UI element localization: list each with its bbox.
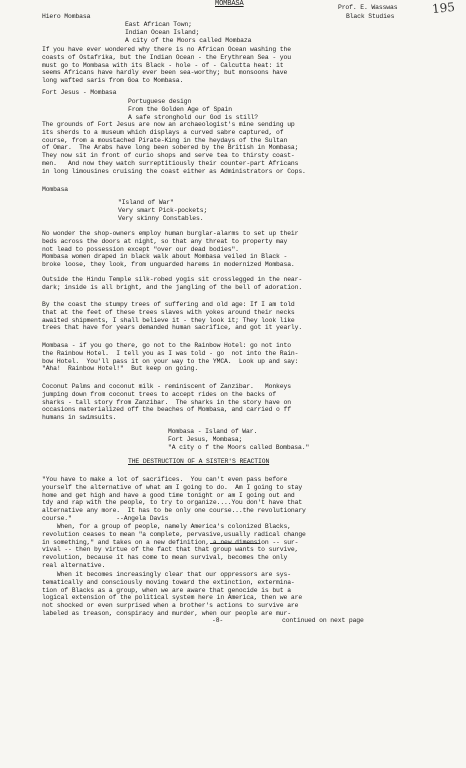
mombasa-poem-line: "Island of War" — [118, 199, 174, 206]
paragraph-line: course, from a moustached Pirate-King in the heydays of the Sultan — [42, 136, 288, 144]
paragraph-line: Mombasa - if you go there, go not to the Rainbow Hotel: go not into — [42, 342, 291, 349]
document-title: MOMBASA — [215, 0, 244, 8]
paragraph-line: beds across the doors at night, so that any threat to property may — [42, 237, 288, 245]
paragraph-line: vival -- then by virtue of the fact that that group wants to survive, — [42, 546, 299, 554]
paragraph-line: Coconut Palms and coconut milk - reminiscent of Zanzibar. Monkeys — [42, 383, 291, 390]
location-line: Hiero Mombasa — [42, 13, 91, 20]
paragraph-line: bow Hotel. You'll pass it on your way to the YMCA. Look up and say: — [42, 357, 299, 365]
intro-poem-line: A city of the Moors called Mombaza — [125, 36, 252, 44]
paragraph-line: They now sit in front of curio shops and serve tea to thirsty coast- — [42, 152, 295, 160]
quote-paragraph-line: yourself the alternative of what am I going to do. Am I going to stay — [42, 483, 303, 491]
paragraph-line: in something," and takes on a new definition, a new dimension -- sur- — [42, 538, 299, 546]
page-number-mark: -8- — [212, 617, 224, 624]
paragraph-line: humans in swimsuits. — [42, 414, 117, 422]
intro-poem-line: East African Town; — [125, 21, 192, 28]
paragraph-line: jumping down from coconut trees to accept rides on the backs of — [42, 390, 277, 398]
paragraph-line: logical extension of the political system here in America, then we are — [42, 594, 303, 602]
quote-paragraph-line: alternative any more. It has to be only one course...the revolutionary — [42, 507, 306, 515]
section-divider — [210, 543, 260, 544]
paragraph-line: the Rainbow Hotel. I tell you as I was told - go not into the Rain- — [42, 349, 299, 357]
paragraph-line: seems Africans have hardly ever been sea-worthy; but monsoons have — [42, 69, 288, 77]
paragraph-line: awaited shipments, I shall believe it - they look it; They look like — [42, 316, 295, 324]
paragraph-line: tematically and consciously moving toward the extinction, extermina- — [42, 578, 295, 586]
paragraph-line: in long limousines cruising the coast either as Administrators or Cops. — [42, 167, 306, 175]
paragraph-line: labeled as treason, conspiracy and murder, when our people are mur- — [42, 610, 291, 617]
quote-paragraph-line: "You have to make a lot of sacrifices. You can't even pass before — [42, 476, 288, 483]
quote-paragraph-line: course." --Angela Davis — [42, 515, 169, 522]
paragraph-line: trees that have for years demanded human sacrifice, and got it yearly. — [42, 324, 303, 332]
paragraph-line: long wafted saris from Goa to Mombasa. — [42, 77, 184, 85]
paragraph-line: When it becomes increasingly clear that our oppressors are sys- — [42, 571, 291, 578]
fort-heading-line: Fort Jesus - Mombasa — [42, 89, 117, 96]
paragraph-line: Outside the Hindu Temple silk-robed yogis sit crosslegged in the near- — [42, 276, 303, 283]
paragraph-line: broke loose, they look, from unguarded harems in modernized Mombasa. — [42, 261, 295, 269]
paragraph-line: real alternative. — [42, 562, 106, 569]
paragraph-line: its sherds to a museum which displays a curved sabre captured, of — [42, 128, 284, 136]
fort-poem-line: A safe stronghold our God is still? — [128, 113, 259, 121]
paragraph-line: tion of Blacks as a group, when we are aware that genocide is but a — [42, 586, 291, 594]
closing-poem-line: "A city o f the Moors called Bombasa." — [168, 443, 310, 451]
paragraph-line: not shocked or even surprised when a brother's actions to survive are — [42, 602, 299, 610]
mombasa-poem-line: Very skinny Constables. — [118, 214, 204, 222]
paragraph-line: Mombasa women draped in black walk about Mombasa veiled in Black - — [42, 253, 288, 261]
intro-poem-line: Indian Ocean Island; — [125, 28, 200, 36]
quote-paragraph-line: tdy and rap with the people, to try to organize....You don't have that — [42, 499, 303, 507]
paragraph-line: sharks - tall story from Zanzibar. The sharks in the story have on — [42, 398, 291, 406]
paragraph-line: coasts of Ostafrika, but the Indian Ocean - the Erythrean Sea - you — [42, 53, 291, 61]
paragraph-line: revolution, because it has come to mean survival, becomes the only — [42, 554, 288, 562]
fort-poem-line: From the Golden Age of Spain — [128, 105, 233, 113]
section-title-line: THE DESTRUCTION OF A SISTER'S REACTION — [128, 458, 270, 465]
continued-note: continued on next page — [282, 617, 364, 624]
closing-poem-line: Mombasa - Island of War. — [168, 428, 258, 435]
author-name: Prof. E. Wasswas — [338, 4, 398, 11]
paragraph-line: By the coast the stumpy trees of suffering and old age: If I am told — [42, 301, 295, 308]
paragraph-line: dark; inside is all bright, and the jangling of the bell of adoration. — [42, 283, 303, 291]
fort-poem-line: Portuguese design — [128, 98, 192, 105]
paragraph-line: that at the feet of these trees slaves with yokes around their necks — [42, 308, 295, 316]
paragraph-line: No wonder the shop-owners employ human burglar-alarms to set up their — [42, 230, 299, 237]
handwritten-page-number: 195 — [431, 0, 456, 17]
quote-paragraph-line: home and get high and have a good time tonight or am I going out and — [42, 491, 295, 499]
paragraph-line: occasions materialized off the beaches of Mombasa, and carried o ff — [42, 406, 291, 414]
paragraph-line: must go to Mombasa with its Black - hole - of - Calcutta heat: it — [42, 61, 284, 69]
paragraph-line: revolution ceases to mean "a complete, pervasive,usually radical change — [42, 530, 306, 538]
paragraph-line: "Aha! Rainbow Hotel!" But keep on going. — [42, 365, 199, 373]
paragraph-line: men. And now they watch surreptitiously their counter-part Africans — [42, 160, 299, 167]
mombasa-heading-line: Mombasa — [42, 186, 69, 193]
paragraph-line: If you have ever wondered why there is no African Ocean washing the — [42, 46, 291, 53]
paragraph-line: not lead to possession except "over our dead bodies". — [42, 245, 239, 253]
paragraph-line: The grounds of Fort Jesus are now an archaeologist's mine sending up — [42, 121, 295, 128]
closing-poem-line: Fort Jesus, Mombasa; — [168, 435, 243, 443]
paragraph-line: When, for a group of people, namely America's colonized Blacks, — [42, 523, 291, 530]
paragraph-line: of Omar. The Arabs have long been sobered by the British in Mombasa; — [42, 144, 299, 152]
author-department: Black Studies — [346, 13, 395, 20]
mombasa-poem-line: Very smart Pick-pockets; — [118, 206, 208, 214]
